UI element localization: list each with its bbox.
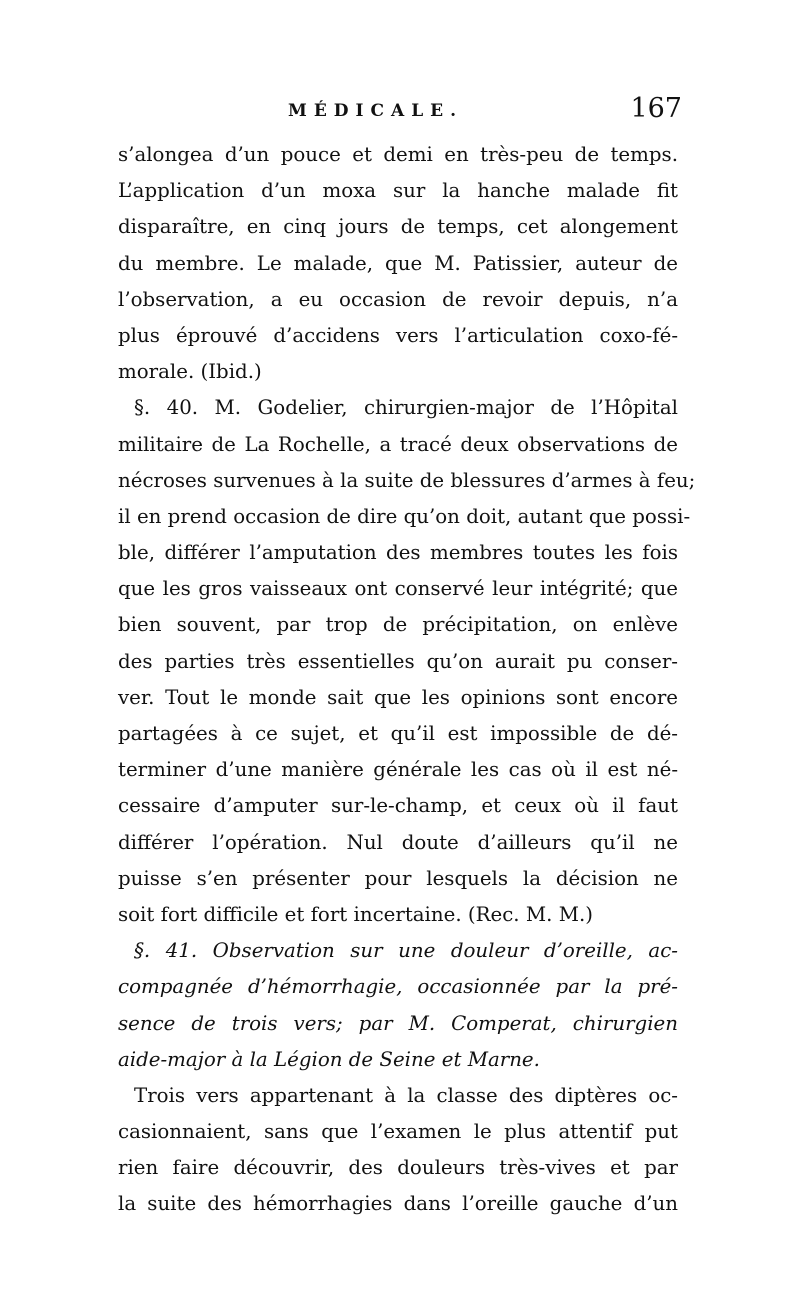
page-number: 167 (630, 93, 682, 124)
text-line: ble, différer l’amputation des membres toutes les fois (118, 541, 678, 565)
text-line: cessaire d’amputer sur-le-champ, et ceux où il faut (118, 794, 678, 818)
text-line: différer l’opération. Nul doute d’ailleurs qu’il ne (118, 830, 678, 854)
text-line: morale. (Ibid.) (118, 360, 262, 384)
text-line: s’alongea d’un pouce et demi en très-peu de temps. (118, 143, 678, 166)
text-line: que les gros vaisseaux ont conservé leur intégrité; que (118, 577, 678, 601)
text-line: bien souvent, par trop de précipitation, on enlève (118, 613, 678, 637)
text-line: partagées à ce sujet, et qu’il est impossible de dé- (118, 722, 678, 745)
text-line: des parties très essentielles qu’on aurait pu conser- (118, 649, 678, 673)
text-line: ver. Tout le monde sait que les opinions sont encore (118, 685, 678, 709)
text-line: plus éprouvé d’accidens vers l’articulation coxo-fé- (118, 323, 678, 347)
text-line: puisse s’en présenter pour lesquels la décision ne (118, 866, 678, 890)
page-header (120, 93, 682, 133)
text-line: soit fort difficile et fort incertaine. (Rec. M. M.) (118, 902, 593, 926)
text-line: disparaître, en cinq jours de temps, cet alongement (118, 215, 678, 239)
text-line: L’application d’un moxa sur la hanche malade fit (118, 179, 678, 203)
text-line: militaire de La Rochelle, a tracé deux observations de (118, 432, 678, 456)
text-line: il en prend occasion de dire qu’on doit, autant que possi- (118, 504, 691, 528)
text-line: la suite des hémorrhagies dans l’oreille gauche d’un (118, 1192, 678, 1216)
body-text (118, 137, 696, 1223)
text-line: du membre. Le malade, que M. Patissier, auteur de (118, 251, 678, 275)
text-line: compagnée d’hémorrhagie, occasionnée par la pré- (118, 975, 678, 999)
paragraph-start-41: §. 41. Observation sur une douleur d’oreille, ac- (134, 939, 678, 963)
text-line: rien faire découvrir, des douleurs très-vives et par (118, 1156, 678, 1180)
text-line: l’observation, a eu occasion de revoir depuis, n’a (118, 287, 678, 311)
text-line: aide-major à la Légion de Seine et Marne. (118, 1047, 540, 1071)
paragraph-start-trois-vers: Trois vers appartenant à la classe des diptères oc- (134, 1083, 678, 1107)
text-line: nécroses survenues à la suite de blessures d’armes à feu; (118, 468, 696, 492)
running-head: MÉDICALE. (288, 101, 464, 121)
text-line: casionnaient, sans que l’examen le plus attentif put (118, 1120, 678, 1144)
text-line: sence de trois vers; par M. Comperat, chirurgien (118, 1011, 678, 1035)
paragraph-start-40: §. 40. M. Godelier, chirurgien-major de l’Hôpital (134, 396, 678, 420)
text-line: terminer d’une manière générale les cas où il est né- (118, 758, 678, 782)
